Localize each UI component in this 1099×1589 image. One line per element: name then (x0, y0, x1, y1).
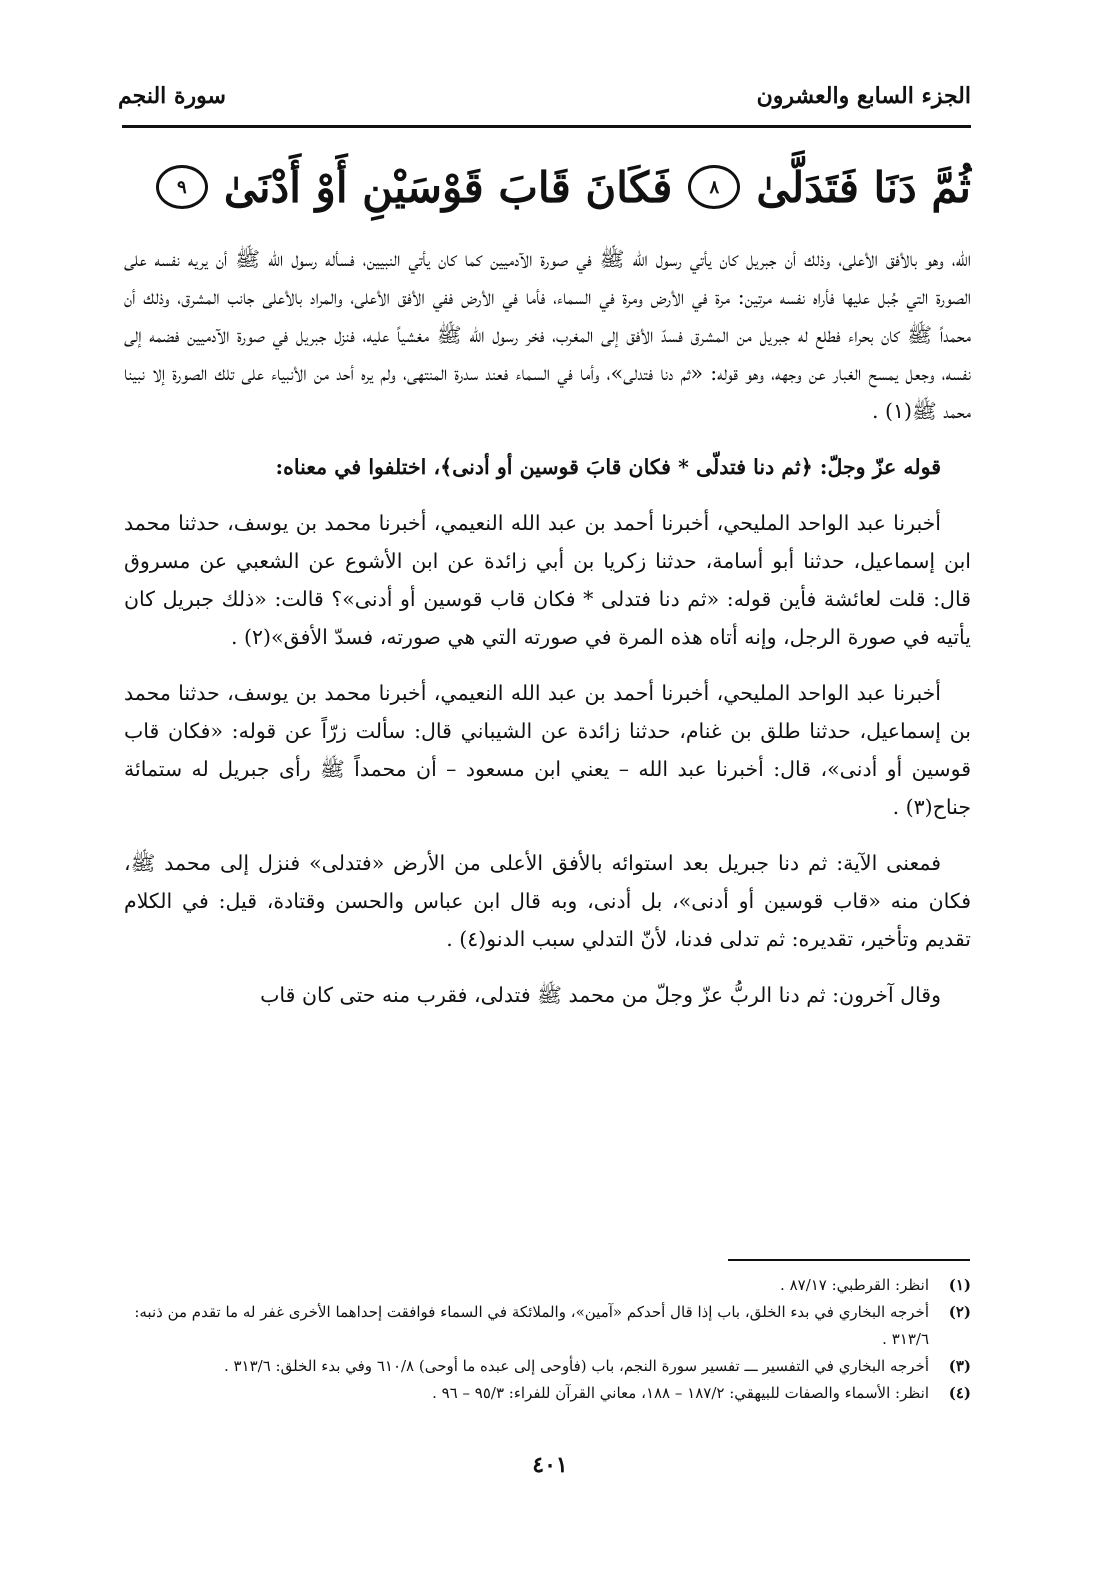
ayah-number-8-marker (688, 165, 740, 209)
ayah-number-9-marker (156, 165, 208, 209)
paragraph-4-hadith-ibn-masud: أخبرنا عبد الواحد المليحي، أخبرنا أحمد بن عبد الله النعيمي، أخبرنا محمد بن يوسف، حدثنا محمد بن إسماعيل، حدثنا طلق بن غنام، حدثنا زائدة عن الشيباني قال: سألت زرّاً عن قوله: «فكان قاب قوسين أو أدنى»، قال: أخبرنا عبد الله – يعني ابن مسعود – أن محمداً ﷺ رأى جبريل له ستمائة جناح(٣) . (124, 681, 971, 819)
footnote-item (124, 1272, 971, 1299)
footnote-item (124, 1299, 971, 1353)
surah-title: سورة النجم (118, 83, 226, 109)
header-divider (122, 125, 971, 128)
footnote-text: انظر: الأسماء والصفات للبيهقي: ١٨٧/٢ – ١٨٨، معاني القرآن للفراء: ٩٥/٣ – ٩٦ . (432, 1384, 929, 1402)
footnote-item (124, 1380, 971, 1407)
paragraph-6-other-view: وقال آخرون: ثم دنا الربُّ عزّ وجلّ من محمد ﷺ فتدلى، فقرب منه حتى كان قاب (260, 983, 941, 1007)
quran-verse-banner (120, 152, 971, 222)
footnote-divider (728, 1259, 970, 1261)
ayah-number-9: ٩ (177, 176, 187, 198)
footnote-number: (٤) (948, 1384, 971, 1402)
paragraph-5-meaning: فمعنى الآية: ثم دنا جبريل بعد استوائه بالأفق الأعلى من الأرض «فتدلى» فنزل إلى محمد ﷺ، فكان منه «قاب قوسين أو أدنى»، بل أدنى، وبه قال ابن عباس والحسن وقتادة، قيل: في الكلام تقديم وتأخير، تقديره: ثم تدلى فدنا، لأنّ التدلي سبب الدنو(٤) . (124, 851, 971, 951)
paragraph-3-hadith-aisha: أخبرنا عبد الواحد المليحي، أخبرنا أحمد بن عبد الله النعيمي، أخبرنا محمد بن يوسف، حدثنا محمد ابن إسماعيل، حدثنا أبو أسامة، حدثنا زكريا بن أبي زائدة عن ابن الأشوع عن الشعبي عن مسروق قال: قلت لعائشة فأين قوله: «ثم دنا فتدلى * فكان قاب قوسين أو أدنى»؟ قالت: «ذلك جبريل كان يأتيه في صورة الرجل، وإنه أتاه هذه المرة في صورته التي هي صورته، فسدّ الأفق»(٢) . (124, 511, 971, 649)
running-header (118, 76, 971, 116)
ayah-number-8: ٨ (709, 176, 720, 198)
footnote-number: (٣) (948, 1357, 971, 1375)
footnote-text: انظر: القرطبي: ٨٧/١٧ . (780, 1276, 929, 1294)
footnote-number: (١) (948, 1276, 971, 1294)
footnote-item (124, 1353, 971, 1380)
page-number: ٤٠١ (532, 1452, 568, 1478)
paragraph-1: الله، وهو بالأفق الأعلى، وذلك أن جبريل كان يأتي رسول الله ﷺ في صورة الآدميين كما كان يأتي النبيين، فسأله رسول الله ﷺ أن يريه نفسه على الصورة التي جُبل عليها فأراه نفسه مرتين: مرة في الأرض ومرة في السماء، فأما في الأرض ففي الأفق الأعلى، والمراد بالأعلى جانب المشرق، وذلك أن محمداً ﷺ كان بحراء فطلع له جبريل من المشرق فسدّ الأفق إلى المغرب، فخر رسول الله ﷺ مغشياً عليه، فنزل جبريل في صورة الآدميين فضمه إلى نفسه، وجعل يمسح الغبار عن وجهه، وهو قوله: «ثم دنا فتدلى»، وأما في السماء فعند سدرة المنتهى، ولم يره أحد من الأنبياء على تلك الصورة إلا نبينا محمد ﷺ(١) . (124, 247, 971, 423)
footnote-number: (٢) (948, 1303, 971, 1321)
verse-8-text: ثُمَّ دَنَا فَتَدَلَّىٰ (756, 162, 971, 212)
footnote-text: أخرجه البخاري في بدء الخلق، باب إذا قال أحدكم «آمين»، والملائكة في السماء فوافقت إحداهما الأخرى غفر له ما تقدم من ذنبه: ٣١٣/٦ . (134, 1303, 929, 1348)
verse-9-text: فَكَانَ قَابَ قَوْسَيْنِ أَوْ أَدْنَىٰ (223, 162, 673, 212)
paragraph-2-verse-quote: قوله عزّ وجلّ: ﴿ثم دنا فتدلّى * فكان قابَ قوسين أو أدنى﴾، اختلفوا في معناه: (275, 455, 941, 479)
footnotes (124, 1272, 971, 1407)
part-title: الجزء السابع والعشرون (756, 83, 971, 109)
footnote-text: أخرجه البخاري في التفسير ـــ تفسير سورة النجم، باب (فأوحى إلى عبده ما أوحى) ٦١٠/٨ وفي بدء الخلق: ٣١٣/٦ . (223, 1357, 929, 1375)
commentary-body (124, 240, 971, 1032)
